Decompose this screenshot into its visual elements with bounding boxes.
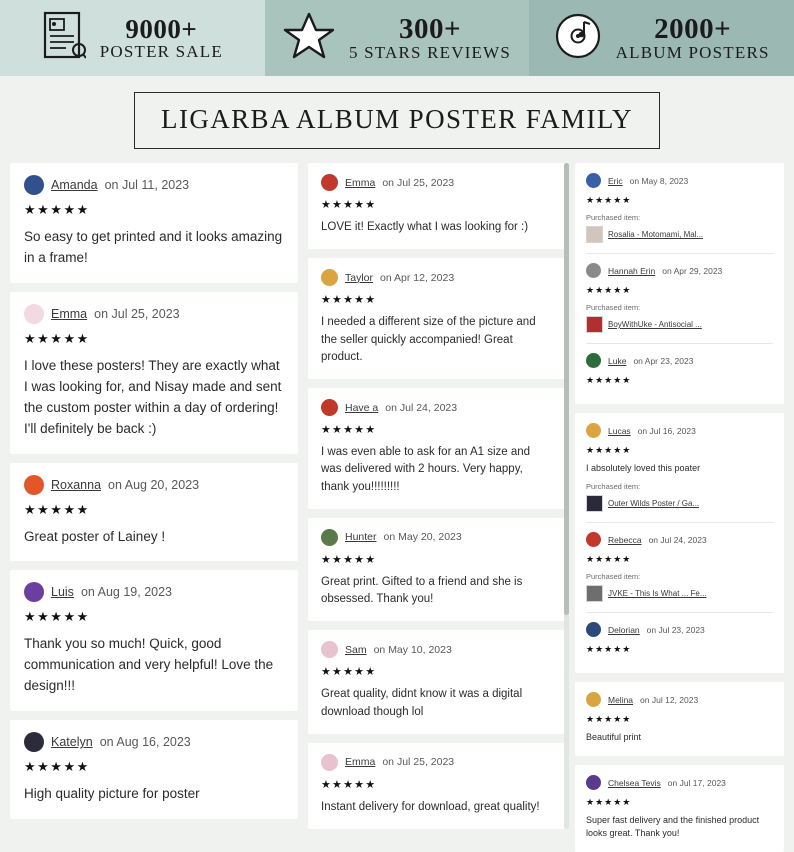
review-card-group	[575, 163, 784, 404]
avatar	[321, 529, 338, 546]
review-date: on Jul 24, 2023	[648, 534, 707, 545]
review-text: Great quality, didnt know it was a digital download though lol	[321, 688, 523, 718]
rating-stars: ★★★★★	[586, 195, 632, 205]
rating-stars: ★★★★★	[586, 375, 632, 385]
stat-poster-sale	[0, 0, 265, 76]
review-item	[586, 173, 773, 243]
review-text: I love these posters! They are exactly what I was looking for, and Nisay made and sent the custom poster within a day of ordering! I'll definitely be back :)	[24, 357, 282, 436]
review-header	[24, 175, 284, 195]
reviewer-name[interactable]: Have a	[345, 401, 379, 414]
divider	[586, 253, 773, 254]
rating-stars: ★★★★★	[321, 778, 377, 791]
review-header	[24, 475, 284, 495]
review-date: on Jul 24, 2023	[385, 401, 458, 414]
review-text: I was even able to ask for an A1 size and was delivered with 2 hours. Very happy, thank you!!!!!!!!!	[321, 446, 531, 493]
avatar	[24, 175, 44, 195]
review-date: on May 10, 2023	[373, 643, 452, 656]
avatar	[586, 775, 601, 790]
reviewer-name[interactable]: Delorian	[608, 624, 640, 635]
review-header	[586, 263, 773, 278]
rating-stars: ★★★★★	[321, 294, 377, 307]
avatar	[24, 582, 44, 602]
review-card	[10, 292, 298, 454]
review-text: Thank you so much! Quick, good communication and very helpful! Love the design!!!	[24, 636, 274, 694]
review-card	[10, 463, 298, 562]
review-card	[308, 163, 565, 249]
review-header	[586, 692, 773, 707]
review-card	[308, 743, 565, 829]
reviews-column-left	[10, 163, 298, 819]
purchased-item-name[interactable]: Rosalia - Motomami, Mal...	[608, 230, 704, 239]
reviewer-name[interactable]: Luke	[608, 355, 627, 366]
purchased-item-name[interactable]: Outer Wilds Poster / Ga...	[608, 499, 700, 509]
rating-stars: ★★★★★	[24, 759, 90, 775]
rating-stars: ★★★★★	[586, 797, 632, 808]
reviewer-name[interactable]: Katelyn	[51, 735, 93, 750]
review-header	[586, 532, 773, 547]
review-text: Super fast delivery and the finished product looks great. Thank you!	[586, 815, 760, 839]
review-header	[321, 269, 552, 286]
review-text: So easy to get printed and it looks amazing in a frame!	[24, 229, 283, 265]
stat-number: 2000+	[654, 12, 732, 45]
purchased-item[interactable]	[586, 585, 773, 602]
rating-stars: ★★★★★	[586, 714, 632, 725]
rating-stars: ★★★★★	[24, 202, 90, 217]
review-item	[586, 423, 773, 512]
purchased-item-label: Purchased item:	[586, 213, 641, 222]
rating-stars: ★★★★★	[24, 609, 90, 625]
reviewer-name[interactable]: Sam	[345, 643, 367, 656]
review-header	[586, 353, 773, 368]
avatar	[586, 532, 601, 547]
review-header	[586, 622, 773, 637]
review-item	[586, 692, 773, 744]
purchased-item[interactable]	[586, 226, 773, 243]
reviewer-name[interactable]: Emma	[345, 756, 376, 769]
stat-reviews	[265, 0, 530, 76]
avatar	[321, 399, 338, 416]
review-text: Instant delivery for download, great quality!	[321, 800, 540, 813]
review-item	[586, 622, 773, 655]
review-card	[10, 720, 298, 819]
divider	[586, 522, 773, 523]
review-date: on Jul 12, 2023	[640, 694, 699, 705]
review-text: Great print. Gifted to a friend and she is obsessed. Thank you!	[321, 575, 523, 605]
vinyl-record-icon	[554, 12, 602, 65]
purchased-item-name[interactable]: BoyWithUke - Antisocial ...	[608, 320, 702, 329]
rating-stars: ★★★★★	[24, 330, 90, 346]
review-header	[24, 582, 284, 602]
product-thumbnail-icon	[586, 495, 603, 512]
avatar	[24, 304, 44, 324]
review-header	[321, 399, 552, 416]
rating-stars: ★★★★★	[586, 554, 632, 565]
reviewer-name[interactable]: Emma	[51, 306, 88, 321]
review-card	[10, 570, 298, 711]
review-date: on Jul 11, 2023	[104, 178, 190, 192]
reviewer-name[interactable]: Lucas	[608, 425, 631, 436]
rating-stars: ★★★★★	[586, 285, 632, 295]
stat-label: ALBUM POSTERS	[615, 43, 770, 63]
page-title-box	[134, 92, 660, 149]
avatar	[586, 173, 601, 188]
review-text: LOVE it! Exactly what I was looking for :)	[321, 221, 529, 233]
purchased-item-label: Purchased item:	[586, 572, 641, 582]
avatar	[586, 423, 601, 438]
review-text: High quality picture for poster	[24, 786, 200, 802]
review-date: on Jul 16, 2023	[637, 425, 696, 436]
purchased-item-label: Purchased item:	[586, 482, 641, 492]
product-thumbnail-icon	[586, 585, 603, 602]
review-item	[586, 532, 773, 602]
stat-label: POSTER SALE	[99, 42, 223, 62]
review-text: Beautiful print	[586, 732, 642, 743]
star-icon	[283, 11, 335, 66]
review-date: on Apr 12, 2023	[380, 271, 455, 284]
review-card	[308, 258, 565, 379]
reviewer-name[interactable]: Rebecca	[608, 534, 642, 545]
review-item	[586, 775, 773, 840]
review-header	[321, 641, 552, 658]
review-header	[321, 754, 552, 771]
reviewer-name[interactable]: Hunter	[345, 531, 377, 544]
review-card-group	[575, 682, 784, 756]
product-thumbnail-icon	[586, 226, 603, 243]
avatar	[321, 269, 338, 286]
review-card	[308, 388, 565, 509]
review-text: I needed a different size of the picture and the seller quickly accompanied! Great product.	[321, 316, 536, 363]
review-date: on Apr 29, 2023	[662, 265, 723, 276]
review-date: on Jul 17, 2023	[667, 777, 726, 788]
review-date: on May 8, 2023	[629, 175, 689, 186]
review-header	[321, 529, 552, 546]
review-header	[321, 174, 552, 191]
rating-stars: ★★★★★	[321, 199, 377, 211]
rating-stars: ★★★★★	[24, 501, 90, 517]
review-date: on Jul 25, 2023	[382, 176, 455, 189]
reviewer-name[interactable]: Chelsea Tevis	[608, 777, 661, 788]
review-item	[586, 353, 773, 386]
avatar	[586, 622, 601, 637]
review-header	[24, 304, 284, 324]
page-title: LIGARBA ALBUM POSTER FAMILY	[161, 104, 633, 134]
reviews-column-middle	[308, 163, 565, 829]
product-thumbnail-icon	[586, 316, 603, 333]
purchased-item[interactable]	[586, 495, 773, 512]
stat-number: 9000+	[125, 13, 198, 44]
review-card	[308, 518, 565, 622]
review-header	[586, 173, 773, 188]
avatar	[24, 475, 44, 495]
reviewer-name[interactable]: Amanda	[51, 178, 98, 192]
review-header	[586, 775, 773, 790]
reviewer-name[interactable]: Roxanna	[51, 477, 102, 492]
avatar	[586, 692, 601, 707]
review-card-group	[575, 765, 784, 852]
review-date: on Jul 25, 2023	[94, 306, 180, 321]
review-card	[10, 163, 298, 283]
reviews-column-right	[575, 163, 784, 852]
page-title-wrapper	[0, 76, 794, 163]
review-date: on Jul 23, 2023	[646, 624, 705, 635]
avatar	[321, 641, 338, 658]
reviewer-name[interactable]: Melina	[608, 694, 634, 705]
avatar	[586, 263, 601, 278]
reviewer-name[interactable]: Luis	[51, 585, 74, 600]
review-header	[586, 423, 773, 438]
stat-album-posters	[529, 0, 794, 76]
purchased-item-name[interactable]: JVKE - This Is What ... Fe...	[608, 589, 707, 599]
reviews-columns	[0, 163, 794, 852]
avatar	[586, 353, 601, 368]
avatar	[321, 754, 338, 771]
reviewer-name[interactable]: Emma	[345, 176, 376, 189]
review-card	[308, 630, 565, 734]
reviewer-name[interactable]: Hannah Erin	[608, 265, 656, 276]
avatar	[24, 732, 44, 752]
review-card-group	[575, 413, 784, 673]
rating-stars: ★★★★★	[586, 644, 632, 655]
review-text: I absolutely loved this poater	[586, 463, 701, 473]
review-date: on Aug 16, 2023	[99, 735, 191, 750]
stat-number: 300+	[398, 12, 462, 45]
reviewer-name[interactable]: Taylor	[345, 271, 374, 284]
rating-stars: ★★★★★	[321, 666, 377, 679]
stat-label: 5 STARS REVIEWS	[348, 43, 512, 63]
purchased-item[interactable]	[586, 316, 773, 333]
review-date: on Aug 20, 2023	[108, 477, 200, 492]
review-date: on Aug 19, 2023	[80, 585, 172, 600]
purchased-item-label: Purchased item:	[586, 303, 641, 312]
stats-bar	[0, 0, 794, 76]
rating-stars: ★★★★★	[321, 553, 377, 566]
rating-stars: ★★★★★	[586, 445, 632, 455]
document-poster-icon	[42, 10, 86, 67]
avatar	[321, 174, 338, 191]
review-item	[586, 263, 773, 333]
review-date: on May 20, 2023	[383, 531, 462, 544]
divider	[586, 612, 773, 613]
divider	[586, 343, 773, 344]
rating-stars: ★★★★★	[321, 424, 377, 436]
review-text: Great poster of Lainey !	[24, 528, 166, 544]
review-date: on Apr 23, 2023	[633, 355, 694, 366]
reviewer-name[interactable]: Eric	[608, 175, 623, 186]
review-header	[24, 732, 284, 752]
scrollbar-thumb[interactable]	[564, 163, 569, 615]
review-date: on Jul 25, 2023	[382, 756, 455, 769]
